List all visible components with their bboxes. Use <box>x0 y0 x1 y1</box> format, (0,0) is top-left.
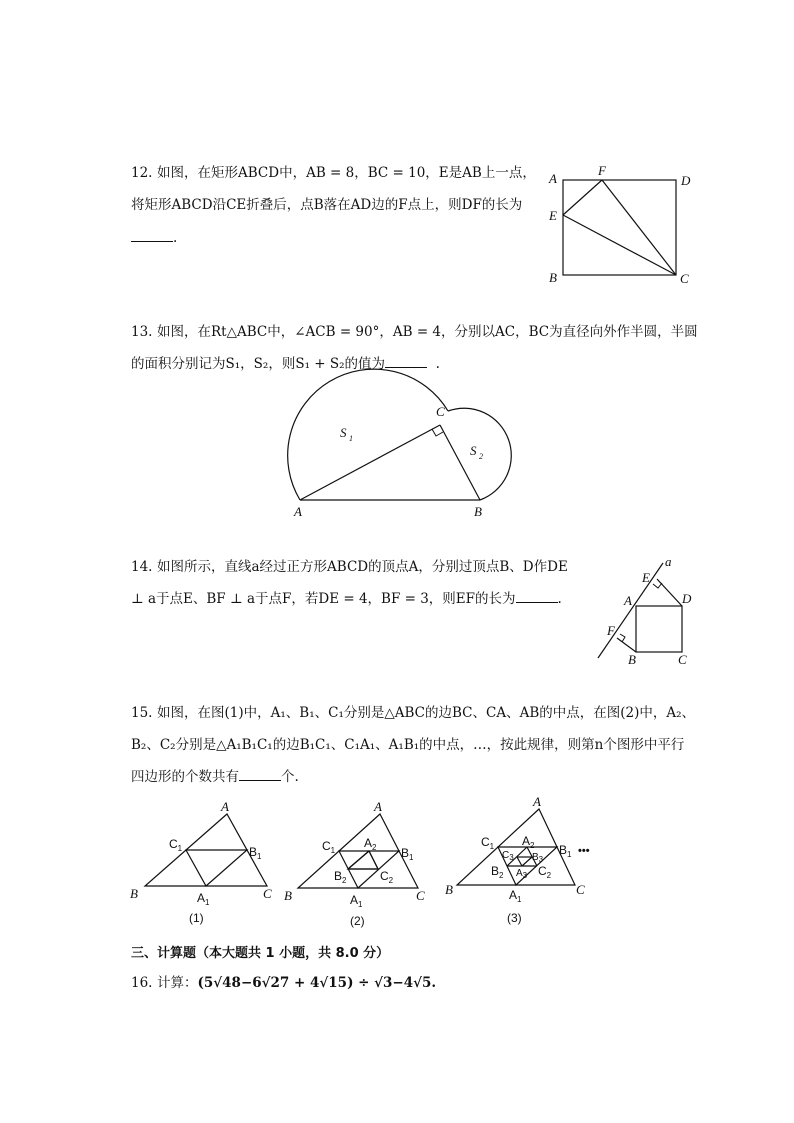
label-C: C <box>680 271 689 286</box>
label-E: E <box>549 208 557 223</box>
label-B: B <box>474 504 482 519</box>
section-heading: 三、计算题（本大题共 1 小题，共 8.0 分） <box>131 946 390 961</box>
label-F: F <box>607 623 615 638</box>
svg-text:2: 2 <box>479 452 483 461</box>
answer-blank <box>516 590 558 603</box>
label-C: C <box>678 652 687 667</box>
label-A1: $A_1$ <box>197 891 210 907</box>
q14-number: 14. <box>131 559 153 575</box>
label-A1: $A_1$ <box>509 888 522 904</box>
label-B1: $B_1$ <box>401 846 414 862</box>
answer-blank <box>131 229 173 242</box>
label-B: B <box>130 886 138 901</box>
label-A: A <box>549 171 557 186</box>
answer-blank <box>239 768 281 781</box>
q15-number: 15. <box>131 705 153 721</box>
ellipsis: ••• <box>578 845 590 857</box>
label-E: E <box>642 570 650 585</box>
label-C2: $C_2$ <box>538 864 552 880</box>
q13-number: 13. <box>131 324 153 340</box>
label-A: A <box>294 504 302 519</box>
label-D: D <box>681 173 691 188</box>
svg-text:1: 1 <box>349 434 353 443</box>
q15-line2: B₂、C₂分别是△A₁B₁C₁的边B₁C₁、C₁A₁、A₁B₁的中点，…，按此规律，则第n个图形中平行 <box>131 737 685 753</box>
q14-figure-square <box>590 555 710 670</box>
q13-period: . <box>435 356 440 372</box>
label-A3: $A_3$ <box>516 868 528 880</box>
label-C: C <box>263 886 272 901</box>
q15-line3 <box>131 767 299 787</box>
q15-figure-2 <box>280 798 440 933</box>
q15-line1 <box>131 703 695 723</box>
label-A2: $A_2$ <box>522 834 535 850</box>
label-C: C <box>416 888 425 903</box>
label-C1: $C_1$ <box>169 837 183 853</box>
q16-line1 <box>131 973 436 993</box>
q15-figure-3 <box>445 795 625 930</box>
label-A: A <box>533 794 541 809</box>
label-B: B <box>628 652 636 667</box>
caption-2: (2) <box>350 914 365 928</box>
q14-period: . <box>557 591 562 607</box>
label-B: B <box>445 882 453 897</box>
q13-line1 <box>131 322 698 342</box>
label-F: F <box>598 163 606 178</box>
q12-text-1: 如图，在矩形ABCD中，AB = 8，BC = 10，E是AB上一点， <box>157 165 536 181</box>
caption-3: (3) <box>507 911 522 925</box>
label-B2: $B_2$ <box>334 869 347 885</box>
label-A1: $A_1$ <box>350 893 363 909</box>
label-C1: $C_1$ <box>322 839 336 855</box>
label-a: a <box>665 554 672 569</box>
q12-figure-rectangle <box>545 165 705 290</box>
q16-number: 16. <box>131 975 153 991</box>
q15-figure-1 <box>125 798 285 933</box>
label-C3: $C_3$ <box>502 850 514 862</box>
q12-line3 <box>131 228 177 248</box>
label-C: C <box>576 882 585 897</box>
label-B2: $B_2$ <box>491 864 504 880</box>
q13-figure-semicircles <box>280 385 520 520</box>
q14-line1 <box>131 557 568 577</box>
label-B1: $B_1$ <box>559 843 572 859</box>
q13-text-2: 的面积分别记为S₁，S₂，则S₁ + S₂的值为 <box>131 356 386 372</box>
label-B3: $B_3$ <box>532 852 544 864</box>
q14-line2 <box>131 589 562 609</box>
q14-text-1: 如图所示，直线a经过正方形ABCD的顶点A，分别过顶点B、D作DE <box>157 559 568 575</box>
label-B: B <box>549 270 557 285</box>
q12-line2: 将矩形ABCD沿CE折叠后，点B落在AD边的F点上，则DF的长为 <box>131 197 523 213</box>
label-A2: $A_2$ <box>364 836 377 852</box>
label-B: B <box>284 888 292 903</box>
q16-expression: (5√48−6√27 + 4√15) ÷ √3−4√5. <box>197 975 437 991</box>
label-S1: S <box>340 425 347 440</box>
q12-number: 12. <box>131 165 153 181</box>
label-S2: S <box>470 443 477 458</box>
label-C1: $C_1$ <box>481 835 495 851</box>
q14-text-2: ⊥ a于点E、BF ⊥ a于点F，若DE = 4，BF = 3，则EF的长为 <box>131 591 516 607</box>
label-C2: $C_2$ <box>380 869 394 885</box>
q13-text-1: 如图，在Rt△ABC中，∠ACB = 90°，AB = 4，分别以AC，BC为直径向外作半圆，半圆 <box>157 324 698 340</box>
label-C: C <box>436 404 445 419</box>
q16-prefix: 计算： <box>157 975 198 991</box>
label-A: A <box>374 799 382 814</box>
label-B1: $B_1$ <box>249 845 262 861</box>
label-A: A <box>221 799 229 814</box>
answer-blank <box>385 355 427 368</box>
q15-text-1: 如图，在图(1)中，A₁、B₁、C₁分别是△ABC的边BC、CA、AB的中点，在图(2)中，A₂、 <box>157 705 696 721</box>
q15-text-3: 四边形的个数共有 <box>131 769 239 785</box>
caption-1: (1) <box>189 911 204 925</box>
label-D: D <box>682 591 692 606</box>
q12-line1 <box>131 163 536 183</box>
q12-period: . <box>173 230 178 246</box>
label-A: A <box>624 593 632 608</box>
q15-text-3-end: 个. <box>281 769 299 785</box>
